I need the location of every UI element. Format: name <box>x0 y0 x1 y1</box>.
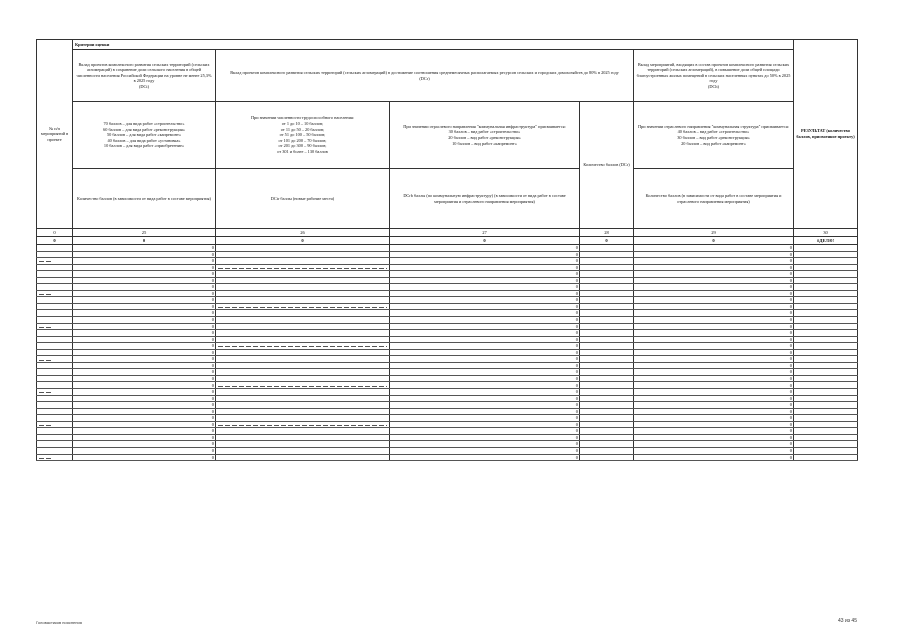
table-cell: 0 <box>73 297 216 304</box>
table-cell: 0 <box>390 290 580 297</box>
criteria-title: Критерии оценки <box>73 40 794 50</box>
table-cell: 0 <box>73 330 216 337</box>
table-cell: 0 <box>73 343 216 350</box>
table-cell: 0 <box>73 258 216 265</box>
table-cell <box>37 454 73 461</box>
table-cell: 0 <box>73 369 216 376</box>
column-numbering-row <box>37 229 858 237</box>
table-cell <box>794 454 858 461</box>
redacted-text <box>39 360 53 361</box>
table-cell: 0 <box>634 303 794 310</box>
rule-line: от 1 до 10 – 10 баллов; <box>281 121 324 127</box>
rules-c29 <box>634 102 794 169</box>
total-cell: 0 <box>580 237 634 245</box>
rule-line: 20 баллов – вид работ «капремонт» <box>681 140 746 146</box>
table-cell <box>580 454 634 461</box>
table-cell: 0 <box>73 382 216 389</box>
count-c29: Количество баллов (в зависимости от вида работ в составе мероприятия и отраслевого направления мероприятия) <box>634 169 794 229</box>
table-cell: 0 <box>634 389 794 396</box>
table-cell: 0 <box>634 290 794 297</box>
redacted-text <box>39 392 53 393</box>
total-cell: 0 <box>390 237 580 245</box>
table-cell: 0 <box>390 441 580 448</box>
table-cell: 0 <box>390 395 580 402</box>
table-cell: 0 <box>390 369 580 376</box>
table-cell: 0 <box>73 415 216 422</box>
table-cell: 0 <box>390 271 580 278</box>
table-cell: 0 <box>73 375 216 382</box>
total-cell: #ДЕЛ/0! <box>794 237 858 245</box>
total-cell: 0 <box>216 237 390 245</box>
table-cell: 0 <box>634 317 794 324</box>
table-cell: 0 <box>634 245 794 252</box>
table-cell: 0 <box>634 310 794 317</box>
table-cell: 0 <box>634 441 794 448</box>
column-number: 25 <box>73 229 216 237</box>
rule-line: от 101 до 200 – 70 баллов; <box>278 137 327 143</box>
table-cell <box>216 454 390 461</box>
table-cell: 0 <box>634 415 794 422</box>
table-cell: 0 <box>634 369 794 376</box>
table-cell: 0 <box>634 408 794 415</box>
table-cell: 0 <box>390 349 580 356</box>
table-cell: 0 <box>634 454 794 461</box>
rule-line: от 51 до 100 – 50 баллов; <box>279 132 326 138</box>
total-cell: 0 <box>37 237 73 245</box>
table-cell: 0 <box>634 434 794 441</box>
table-cell: 0 <box>634 297 794 304</box>
table-cell: 0 <box>390 447 580 454</box>
table-cell: 0 <box>73 310 216 317</box>
table-cell: 0 <box>634 343 794 350</box>
redacted-text <box>39 327 53 328</box>
table-cell: 0 <box>73 395 216 402</box>
redacted-text <box>218 386 387 387</box>
column-number: 0 <box>37 229 73 237</box>
table-cell: 0 <box>73 336 216 343</box>
column-number: 27 <box>390 229 580 237</box>
rule-line: При значении отраслевого направления "коммунальная инфраструктура" присваивается: <box>403 123 566 129</box>
result-header: РЕЗУЛЬТАТ (количество баллов, присвоенное проекту) <box>794 40 858 229</box>
total-cell: 0 <box>634 237 794 245</box>
data-rows <box>37 245 858 461</box>
rule-line: 70 баллов – для вида работ «строительство» <box>103 121 185 127</box>
criterion-dcr-title: Вклад проектов комплексного развития сельских территорий (сельских агломераций) в достижение соотношения среднемесячных располагаемых ресурсов сельских и городских домохозяйств до 80% в 2025 году <box>230 69 619 75</box>
criterion-dcr-code: (DCr) <box>419 75 430 81</box>
criterion-dcr <box>216 50 634 102</box>
table-cell: 0 <box>634 447 794 454</box>
redacted-text <box>39 294 53 295</box>
criterion-dct <box>73 50 216 102</box>
table-cell: 0 <box>73 454 216 461</box>
table-cell: 0 <box>73 447 216 454</box>
table-cell: 0 <box>634 277 794 284</box>
table-cell: 0 <box>73 271 216 278</box>
table-cell: 0 <box>390 258 580 265</box>
table-cell: 0 <box>390 421 580 428</box>
rule-line: При значении численности трудоспособного населения: <box>250 115 355 121</box>
page-number: 43 из 45 <box>838 618 857 624</box>
table-cell: 0 <box>634 402 794 409</box>
table-cell: 0 <box>73 408 216 415</box>
rule-line: 60 баллов – для вида работ «реконструкция» <box>103 126 185 132</box>
table-cell: 0 <box>634 362 794 369</box>
table-cell: 0 <box>73 303 216 310</box>
rules-c26 <box>216 102 390 169</box>
table-cell: 0 <box>634 395 794 402</box>
table-cell: 0 <box>73 264 216 271</box>
redacted-text <box>39 458 53 459</box>
table-cell: 0 <box>634 264 794 271</box>
table-cell: 0 <box>390 330 580 337</box>
table-cell: 0 <box>390 303 580 310</box>
project-number-header: № п/п мероприятий в проекте <box>37 40 73 229</box>
rules-c25 <box>73 102 216 169</box>
table-cell: 0 <box>390 382 580 389</box>
table-cell: 0 <box>390 310 580 317</box>
table-cell: 0 <box>634 349 794 356</box>
table-cell: 0 <box>634 323 794 330</box>
total-cell: 0 <box>73 237 216 245</box>
table-cell: 0 <box>390 336 580 343</box>
column-number: 28 <box>580 229 634 237</box>
rule-line: При значении отраслевого направления "коммунальная структура" присваивается: <box>637 123 790 129</box>
table-cell: 0 <box>390 434 580 441</box>
table-cell: 0 <box>390 402 580 409</box>
table-cell: 0 <box>390 297 580 304</box>
table-cell: 0 <box>390 264 580 271</box>
table-cell: 0 <box>73 349 216 356</box>
table-row <box>37 454 858 461</box>
table-cell: 0 <box>73 362 216 369</box>
table-cell: 0 <box>634 428 794 435</box>
table-cell: 0 <box>73 421 216 428</box>
table-cell: 0 <box>73 323 216 330</box>
table-cell: 0 <box>390 362 580 369</box>
count-c25: Количество баллов (в зависимости от вида работ в составе мероприятия) <box>73 169 216 229</box>
table-cell: 0 <box>73 434 216 441</box>
table-cell: 0 <box>390 454 580 461</box>
rule-line: 10 баллов – для вида работ «приобретение» <box>103 143 185 149</box>
rule-line: от 201 до 300 – 90 баллов; <box>278 143 327 149</box>
table-cell: 0 <box>390 408 580 415</box>
table-cell: 0 <box>390 415 580 422</box>
table-cell: 0 <box>634 284 794 291</box>
rule-line: 40 баллов – для вида работ «установка» <box>107 137 181 143</box>
rule-line: 50 баллов – для вида работ «капремонт» <box>107 132 181 138</box>
rule-line: от 11 до 50 – 20 баллов; <box>280 126 325 132</box>
table-cell: 0 <box>73 284 216 291</box>
redacted-text <box>218 425 387 426</box>
table-cell: 0 <box>73 428 216 435</box>
criterion-dct-code: (DCt) <box>138 83 150 89</box>
table-cell: 0 <box>390 245 580 252</box>
rule-line: 20 баллов – вид работ «реконструкция» <box>448 135 521 140</box>
table-cell: 0 <box>73 441 216 448</box>
criteria-table <box>36 39 858 461</box>
totals-row <box>37 237 858 245</box>
table-cell: 0 <box>390 389 580 396</box>
rule-line: 30 баллов – вид работ «строительство» <box>448 129 521 135</box>
rule-line: 40 баллов – вид работ «строительство» <box>677 129 750 135</box>
table-cell: 0 <box>73 277 216 284</box>
redacted-text <box>218 307 387 308</box>
table-cell: 0 <box>390 375 580 382</box>
table-cell: 0 <box>390 284 580 291</box>
table-cell: 0 <box>634 258 794 265</box>
table-cell: 0 <box>634 271 794 278</box>
table-cell: 0 <box>73 402 216 409</box>
criterion-dch-code: (DCh) <box>708 83 719 89</box>
table-cell: 0 <box>390 277 580 284</box>
table-cell: 0 <box>390 251 580 258</box>
criteria-table-sheet <box>36 39 857 461</box>
column-number: 30 <box>794 229 858 237</box>
table-cell: 0 <box>634 375 794 382</box>
table-cell: 0 <box>390 323 580 330</box>
criterion-dct-title: Вклад проектов комплексного развития сельских территорий (сельских агломераций) в сохранение доли сельского населения в общей численности населения Российской Федерации на уровне не менее 25,3% в 2025 году <box>76 61 212 84</box>
table-cell: 0 <box>73 290 216 297</box>
rule-line: от 301 и более – 130 баллов <box>277 148 328 154</box>
table-cell: 0 <box>73 389 216 396</box>
table-cell: 0 <box>390 343 580 350</box>
table-cell: 0 <box>634 330 794 337</box>
table-cell: 0 <box>73 245 216 252</box>
table-cell: 0 <box>390 356 580 363</box>
rules-c27 <box>390 102 580 169</box>
table-cell: 0 <box>634 251 794 258</box>
footer-left-text: Головастиков пояснения <box>36 620 82 625</box>
rule-line: 30 баллов – вид работ «реконструкция» <box>677 135 750 140</box>
column-number: 29 <box>634 229 794 237</box>
redacted-text <box>218 346 387 347</box>
table-cell: 0 <box>73 356 216 363</box>
redacted-text <box>218 268 387 269</box>
criterion-dch <box>634 50 794 102</box>
table-cell: 0 <box>634 382 794 389</box>
count-c28: Количество баллов (DCr) <box>580 102 634 229</box>
redacted-text <box>39 261 53 262</box>
count-c26: DCtr баллы (новые рабочие места) <box>216 169 390 229</box>
rule-line: 10 баллов – вид работ «капремонт» <box>452 140 517 146</box>
table-cell: 0 <box>73 251 216 258</box>
table-cell: 0 <box>73 317 216 324</box>
criterion-dch-title: Вклад мероприятий, входящих в состав проектов комплексного развития сельских территорий (сельских агломераций), в повышение доли общей площади благоустроенных жилых помещений в сельских населенных пунктах до 50% в 2025 году <box>636 61 791 84</box>
count-c27: DCrb баллы (по коммунальную инфраструктуру) (в зависимости от вида работ в составе мероприятия и отраслевого направления мероприятия) <box>390 169 580 229</box>
redacted-text <box>39 425 53 426</box>
table-cell: 0 <box>390 317 580 324</box>
column-number: 26 <box>216 229 390 237</box>
table-cell: 0 <box>634 356 794 363</box>
table-cell: 0 <box>634 336 794 343</box>
table-cell: 0 <box>634 421 794 428</box>
table-cell: 0 <box>390 428 580 435</box>
